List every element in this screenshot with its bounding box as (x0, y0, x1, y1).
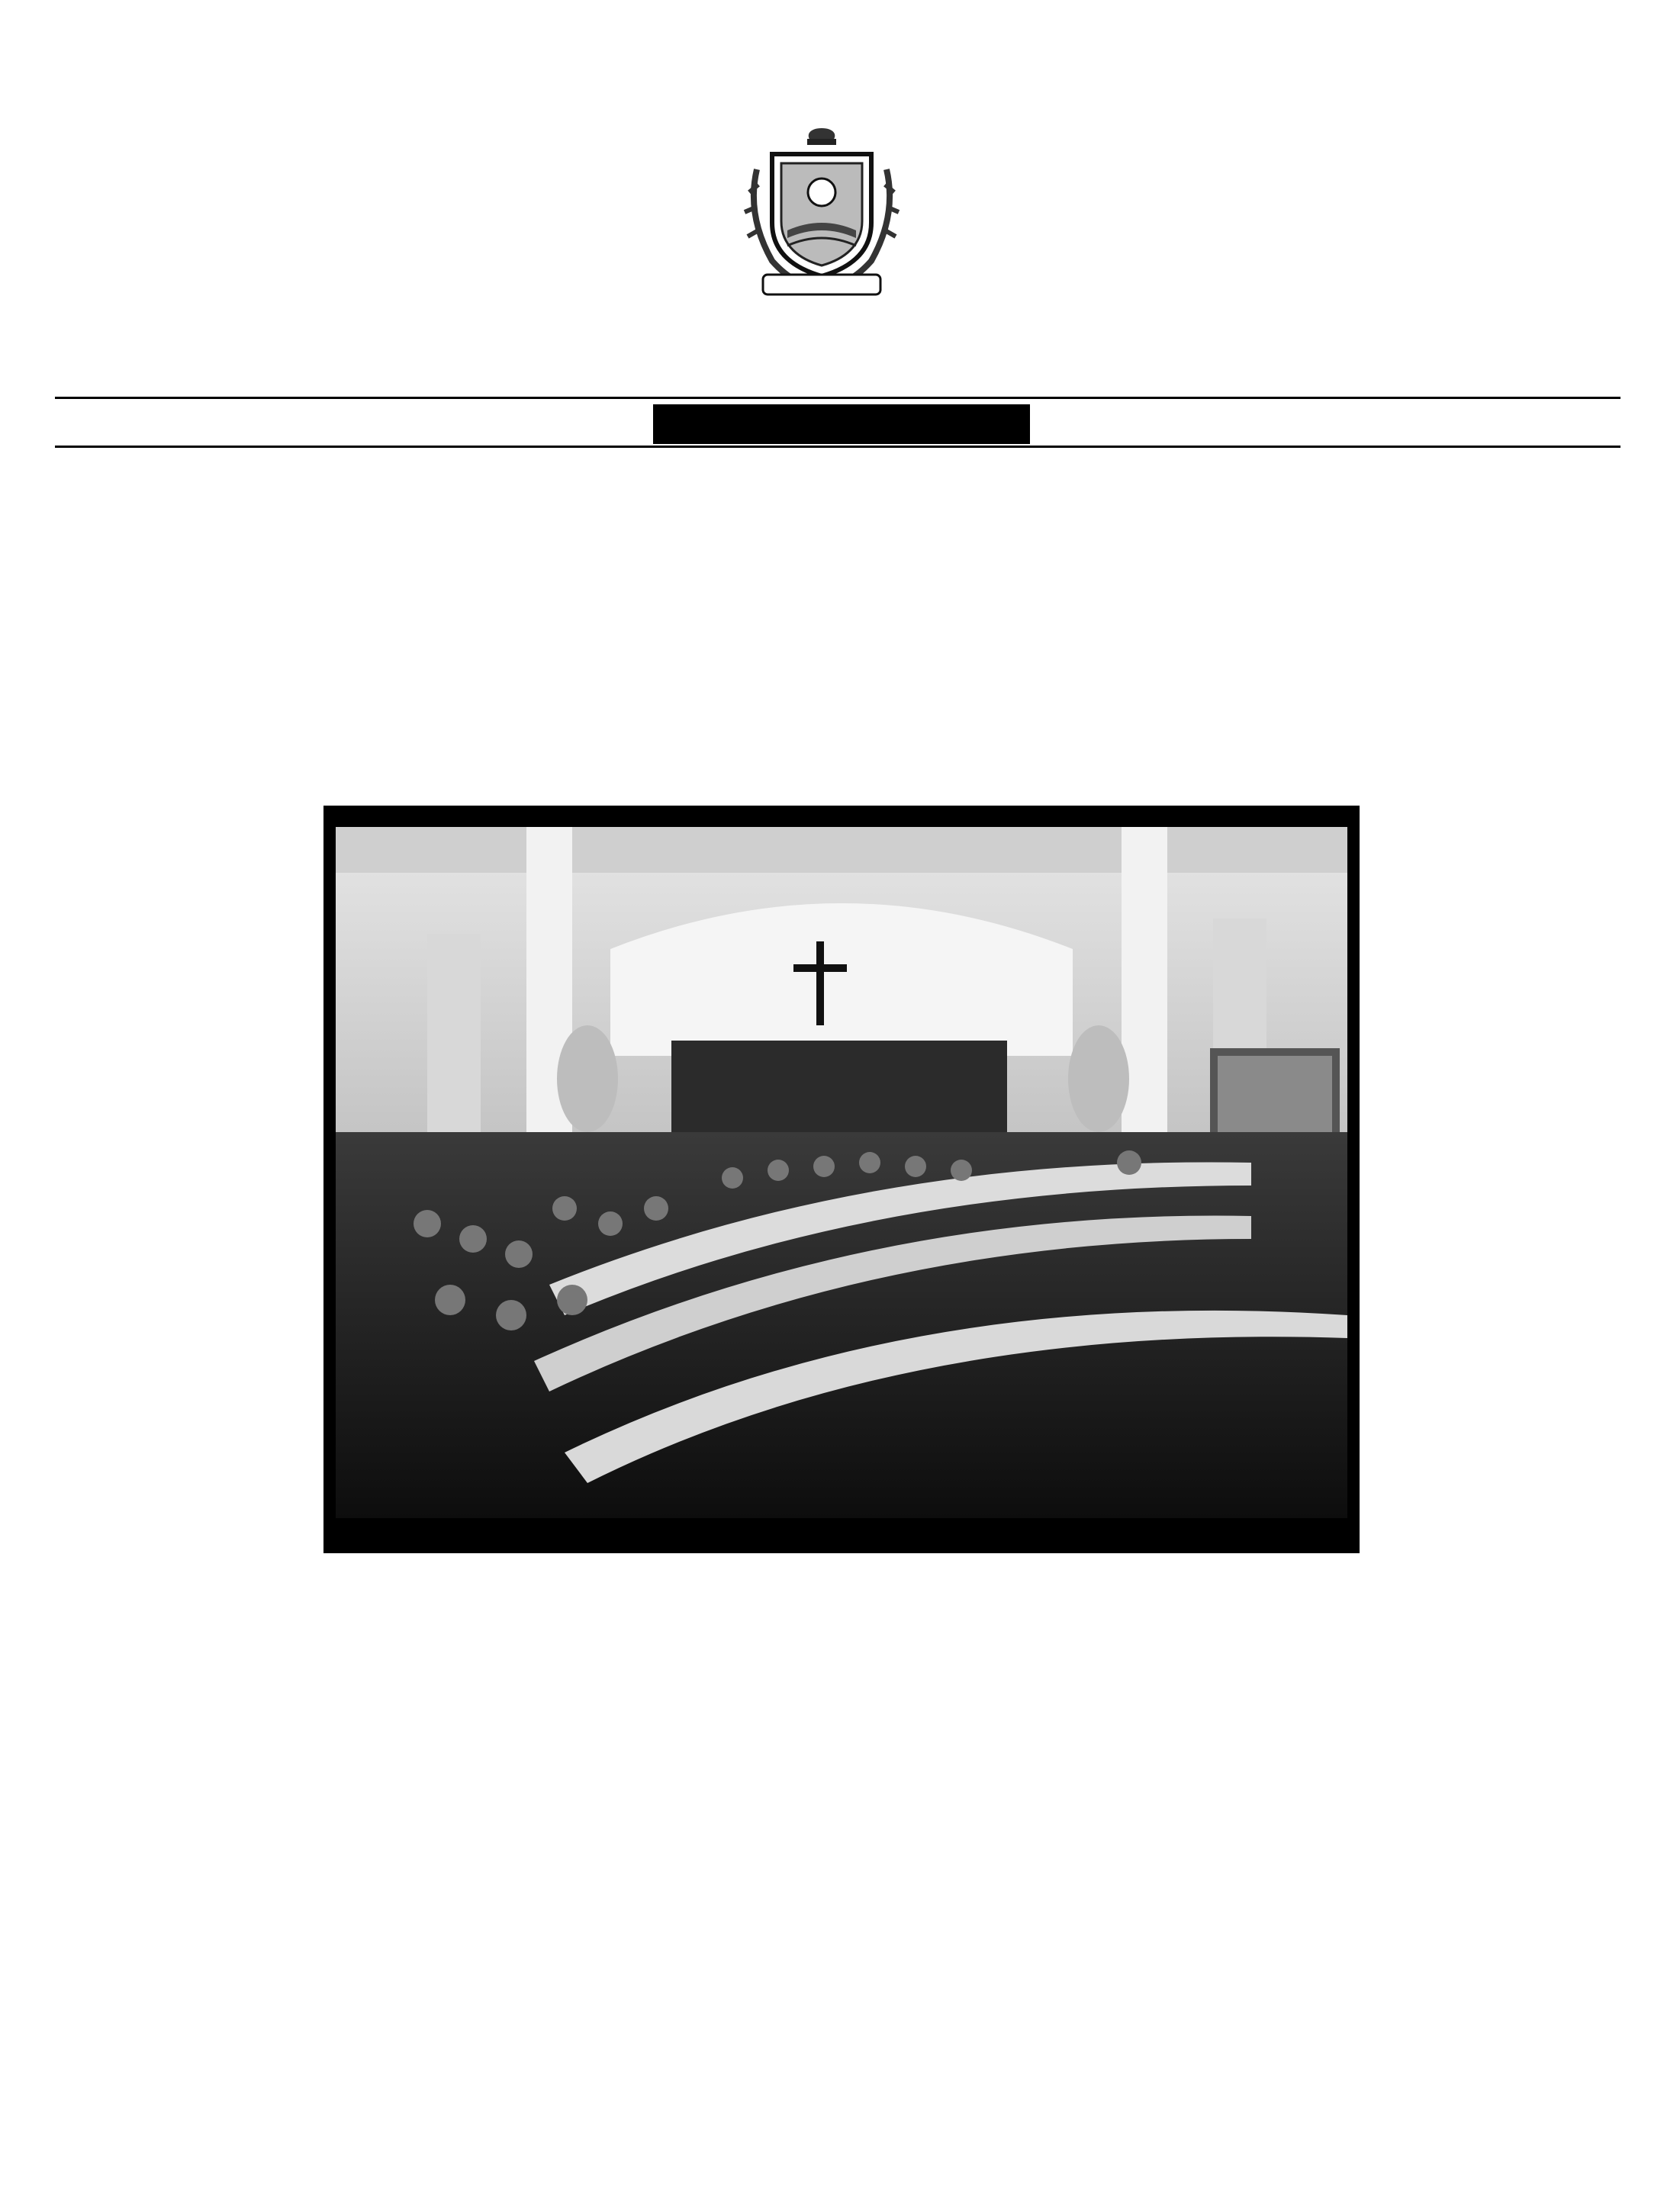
masthead-rule-top (55, 397, 1620, 399)
masthead-rule-bottom (55, 446, 1620, 448)
plenary-photo-illustration (336, 827, 1347, 1518)
masthead (0, 122, 1680, 305)
coat-of-arms-icon (742, 124, 902, 301)
section-badge (653, 404, 1030, 444)
article-column-left (58, 803, 301, 2037)
main-photo (336, 827, 1347, 1518)
